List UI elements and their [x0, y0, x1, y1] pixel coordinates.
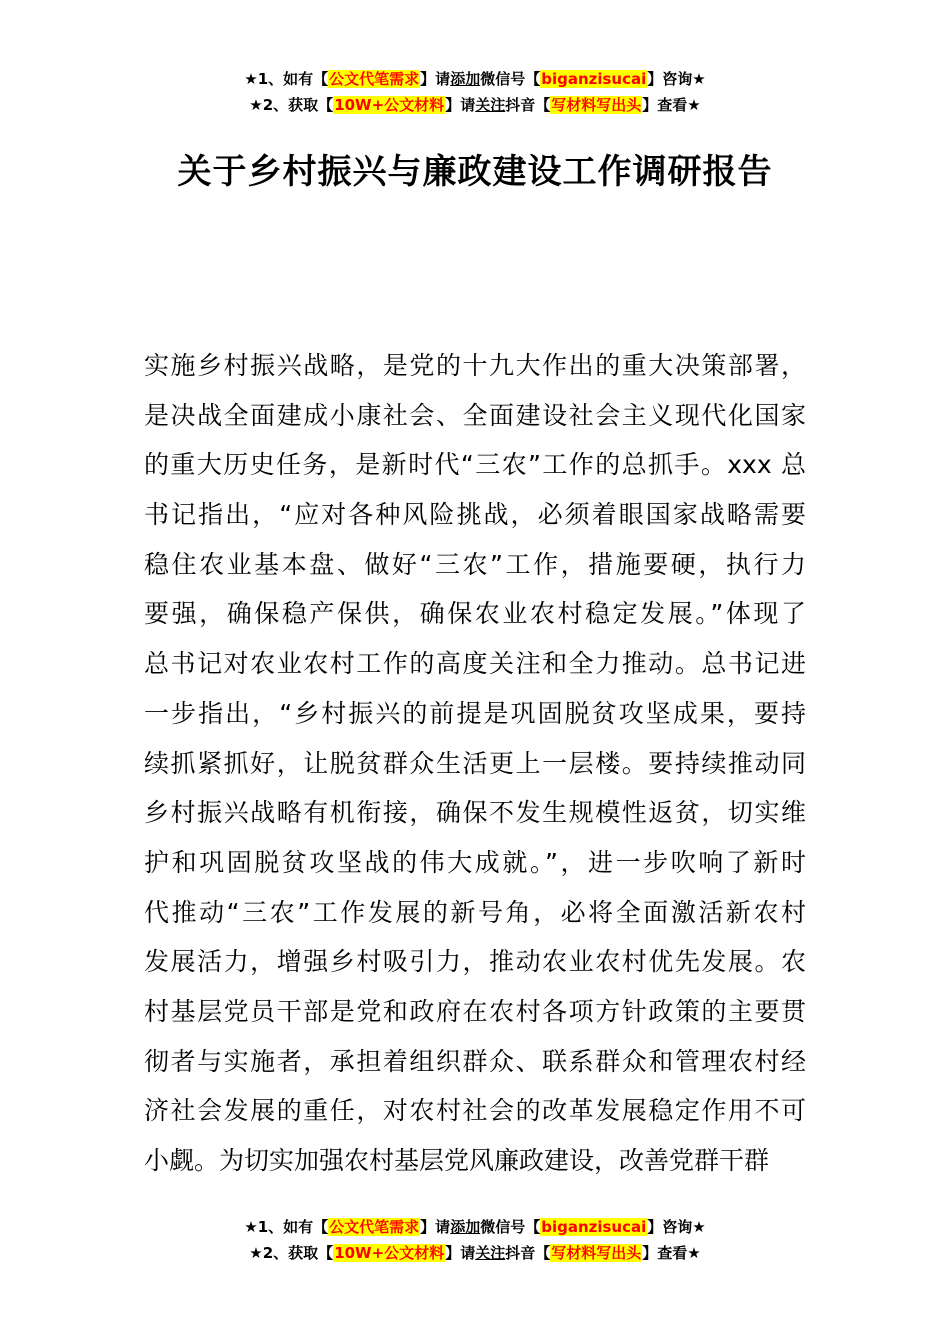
body-line: 稳住农业基本盘、做好“三农”工作，措施要硬，执行力	[144, 549, 806, 579]
banner-line-2	[0, 92, 950, 118]
banner-text: 】请	[445, 1244, 476, 1262]
underlined-text: 添加	[450, 70, 481, 88]
highlight-text: 10W+公文材料	[334, 96, 445, 114]
body-line: 发展活力，增强乡村吸引力，推动农业农村优先发展。农	[144, 947, 806, 977]
highlight-text: 公文代笔需求	[329, 70, 420, 88]
body-line: 乡村振兴战略有机衔接，确保不发生规模性返贫，切实维	[144, 798, 806, 828]
document-title: 关于乡村振兴与廉政建设工作调研报告	[177, 152, 773, 192]
body-line: 小觑。为切实加强农村基层党风廉政建设，改善党群干群	[144, 1146, 770, 1175]
banner-text: ★2、获取【	[249, 96, 334, 114]
wechat-id: biganzisucai	[541, 1218, 647, 1236]
banner-line-1	[0, 66, 950, 92]
body-line: 总书记对农业农村工作的高度关注和全力推动。总书记进	[144, 649, 806, 679]
banner-text: 抖音【	[505, 96, 551, 114]
wechat-id: biganzisucai	[541, 70, 647, 88]
body-line: 的重大历史任务，是新时代“三农”工作的总抓手。xxx 总	[144, 450, 806, 480]
banner-text: 】请	[420, 70, 451, 88]
banner-text: ★1、如有【	[244, 1218, 329, 1236]
header-banner	[0, 66, 950, 118]
banner-text: 抖音【	[505, 1244, 551, 1262]
banner-text: 】查看★	[642, 1244, 701, 1262]
body-line: 是决战全面建成小康社会、全面建设社会主义现代化国家	[144, 400, 806, 430]
underlined-text: 关注	[475, 96, 506, 114]
body-line: 书记指出，“应对各种风险挑战，必须着眼国家战略需要	[144, 500, 806, 530]
banner-text: 】咨询★	[647, 70, 706, 88]
banner-line-1	[0, 1214, 950, 1240]
douyin-id: 写材料写出头	[551, 1244, 642, 1262]
body-line: 彻者与实施者，承担着组织群众、联系群众和管理农村经	[144, 1046, 806, 1076]
body-paragraph	[144, 341, 806, 1186]
body-line: 代推动“三农”工作发展的新号角，必将全面激活新农村	[144, 897, 806, 927]
footer-banner	[0, 1214, 950, 1266]
body-line: 村基层党员干部是党和政府在农村各项方针政策的主要贯	[144, 996, 806, 1026]
banner-text: ★1、如有【	[244, 70, 329, 88]
highlight-text: 10W+公文材料	[334, 1244, 445, 1262]
banner-line-2	[0, 1240, 950, 1266]
body-line: 要强，确保稳产保供，确保农业农村稳定发展。”体现了	[144, 599, 806, 629]
highlight-text: 公文代笔需求	[329, 1218, 420, 1236]
banner-text: 】咨询★	[647, 1218, 706, 1236]
douyin-id: 写材料写出头	[551, 96, 642, 114]
banner-text: 】请	[445, 96, 476, 114]
banner-text: 微信号【	[480, 1218, 541, 1236]
underlined-text: 关注	[475, 1244, 506, 1262]
banner-text: 】请	[420, 1218, 451, 1236]
banner-text: 微信号【	[480, 70, 541, 88]
banner-text: 】查看★	[642, 96, 701, 114]
banner-text: ★2、获取【	[249, 1244, 334, 1262]
body-line: 续抓紧抓好，让脱贫群众生活更上一层楼。要持续推动同	[144, 748, 806, 778]
body-line: 一步指出，“乡村振兴的前提是巩固脱贫攻坚成果，要持	[144, 698, 806, 728]
underlined-text: 添加	[450, 1218, 481, 1236]
body-line: 实施乡村振兴战略，是党的十九大作出的重大决策部署，	[144, 351, 806, 380]
body-line: 护和巩固脱贫攻坚战的伟大成就。”，进一步吹响了新时	[144, 847, 806, 877]
body-line: 济社会发展的重任，对农村社会的改革发展稳定作用不可	[144, 1096, 806, 1126]
